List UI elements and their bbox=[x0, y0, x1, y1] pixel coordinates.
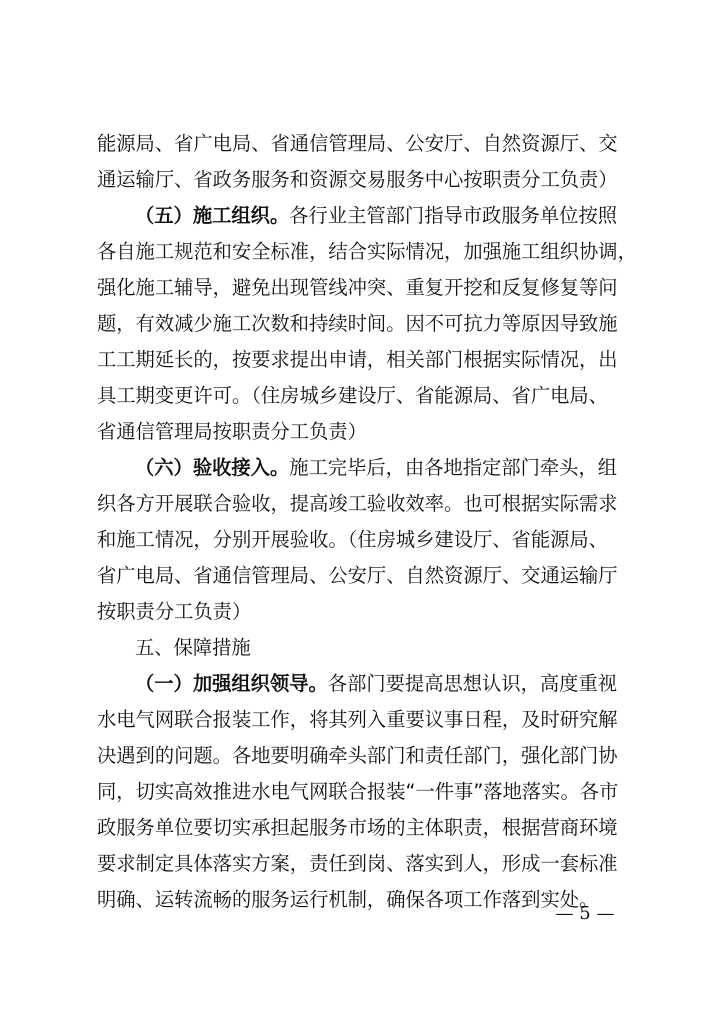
text-line bbox=[97, 127, 637, 161]
text-line bbox=[97, 163, 637, 197]
text-line bbox=[97, 307, 637, 341]
section-heading-line bbox=[135, 451, 675, 485]
text-line bbox=[97, 811, 637, 845]
text-line bbox=[97, 739, 637, 773]
line-text: 织各方开展联合验收，提高竣工验收效率。也可根据实际需求 bbox=[97, 492, 618, 515]
line-text: 工工期延长的，按要求提出申请，相关部门根据实际情况，出 bbox=[97, 348, 618, 371]
line-text: 政服务单位要切实承担起服务市场的主体职责，根据营商环境 bbox=[97, 816, 618, 839]
text-line bbox=[97, 703, 637, 737]
line-text: 施工完毕后，由各地指定部门牵头，组 bbox=[289, 456, 618, 479]
text-line bbox=[97, 235, 637, 269]
text-line bbox=[97, 379, 637, 413]
text-line bbox=[97, 343, 637, 377]
line-text: 各部门要提高思想认识，高度重视 bbox=[327, 672, 618, 695]
line-text: 各行业主管部门指导市政服务单位按照 bbox=[289, 204, 618, 227]
text-line bbox=[97, 523, 637, 557]
text-line bbox=[97, 595, 637, 629]
text-line bbox=[97, 847, 637, 881]
text-line bbox=[97, 487, 637, 521]
text-line bbox=[97, 775, 637, 809]
line-text: 省广电局、省通信管理局、公安厅、自然资源厅、交通运输厅 bbox=[97, 564, 618, 587]
line-text: 按职责分工负责） bbox=[97, 600, 252, 623]
text-line bbox=[97, 271, 637, 305]
line-text: 题，有效减少施工次数和持续时间。因不可抗力等原因导致施 bbox=[97, 312, 618, 335]
section-heading: （一）加强组织领导。 bbox=[135, 672, 328, 695]
line-text: 能源局、省广电局、省通信管理局、公安厅、自然资源厅、交 bbox=[97, 132, 618, 155]
line-text: 具工期变更许可。（住房城乡建设厅、省能源局、省广电局、 bbox=[97, 384, 608, 407]
chapter-heading bbox=[135, 631, 675, 665]
line-text: 五、保障措施 bbox=[135, 636, 251, 659]
line-text: 通运输厅、省政务服务和资源交易服务中心按职责分工负责） bbox=[97, 168, 618, 191]
line-text: 要求制定具体落实方案，责任到岗、落实到人，形成一套标准 bbox=[97, 852, 618, 875]
line-text: 强化施工辅导，避免出现管线冲突、重复开挖和反复修复等问 bbox=[97, 276, 618, 299]
line-text: 同，切实高效推进水电气网联合报装“一件事”落地落实。各市 bbox=[97, 780, 619, 803]
page-number: — 5 — bbox=[555, 903, 615, 924]
line-text: 决遇到的问题。各地要明确牵头部门和责任部门，强化部门协 bbox=[97, 744, 618, 767]
section-heading: （五）施工组织。 bbox=[135, 204, 290, 227]
line-text: 和施工情况，分别开展验收。（住房城乡建设厅、省能源局、 bbox=[97, 528, 608, 551]
line-text: 明确、运转流畅的服务运行机制，确保各项工作落到实处。 bbox=[97, 888, 599, 911]
text-line bbox=[97, 559, 637, 593]
line-text: 省通信管理局按职责分工负责） bbox=[97, 420, 367, 443]
section-heading-line bbox=[135, 667, 675, 701]
section-heading-line bbox=[135, 199, 675, 233]
line-text: 水电气网联合报装工作，将其列入重要议事日程，及时研究解 bbox=[97, 708, 618, 731]
section-heading: （六）验收接入。 bbox=[135, 456, 290, 479]
line-text: 各自施工规范和安全标准，结合实际情况，加强施工组织协调， bbox=[97, 240, 637, 263]
text-line bbox=[97, 415, 637, 449]
